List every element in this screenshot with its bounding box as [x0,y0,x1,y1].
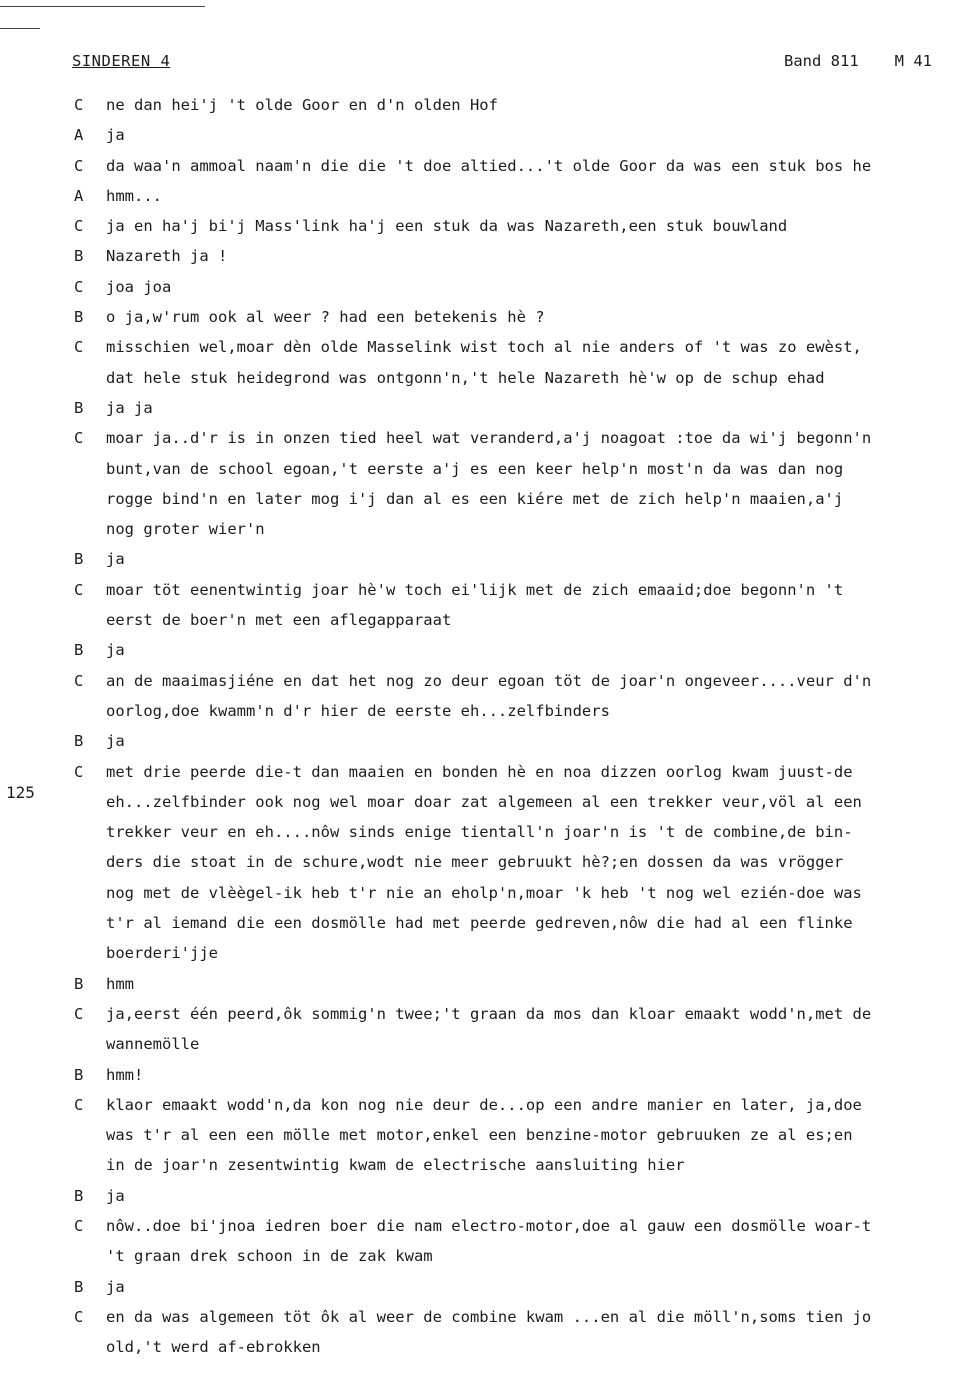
top-rule [0,6,205,7]
speaker-label: C [74,156,84,175]
text-line: trekker veur en eh....nôw sinds enige tientall'n joar'n is 't de combine,de bin- [106,823,853,842]
turn-text [106,332,973,393]
turn-text [106,999,973,1060]
speaker-label: A [74,126,84,145]
text-line: Nazareth ja ! [106,247,228,266]
transcript-turn [0,969,973,999]
turn-text [106,969,973,999]
text-line: old,'t werd af-ebrokken [106,1338,321,1357]
text-line: nog met de vlèègel-ik heb t'r nie an eholp'n,moar 'k heb 't nog wel ezién-doe was [106,883,862,902]
m-number: M 41 [894,52,932,70]
turn-text [106,272,973,302]
turn-text [106,393,973,423]
turn-text [106,726,973,756]
transcript-turn [0,1060,973,1090]
transcript-turn [0,181,973,211]
text-line: o ja,w'rum ook al weer ? had een betekenis hè ? [106,308,545,327]
text-line: ja [106,126,125,145]
speaker-label: B [74,308,84,327]
text-line: klaor emaakt wodd'n,da kon nog nie deur de...op een andre manier en later, ja,doe [106,1095,862,1114]
text-line: nog groter wier'n [106,520,265,539]
top-rule-short [0,28,40,29]
text-line: rogge bind'n en later mog i'j dan al es een kiére met de zich help'n maaien,a'j [106,489,844,508]
transcript-turn [0,151,973,181]
turn-text [106,211,973,241]
text-line: ja en ha'j bi'j Mass'link ha'j een stuk da was Nazareth,een stuk bouwland [106,217,788,236]
text-line: ne dan hei'j 't olde Goor en d'n olden Hof [106,96,498,114]
text-line: t'r al iemand die een dosmölle had met peerde gedreven,nôw die had al een flinke [106,914,853,933]
speaker-label: C [74,1095,84,1114]
transcript-turn [0,120,973,150]
turn-text [106,757,973,969]
text-line: eh...zelfbinder ook nog wel moar doar zat algemeen al een trekker veur,völ al een [106,792,862,811]
text-line: 't graan drek schoon in de zak kwam [106,1247,433,1266]
turn-text [106,181,973,211]
turn-text [106,1302,973,1363]
text-line: oorlog,doe kwamm'n d'r hier de eerste eh...zelfbinders [106,701,610,720]
text-line: moar töt eenentwintig joar hè'w toch ei'lijk met de zich emaaid;doe begonn'n 't [106,580,844,599]
text-line: moar ja..d'r is in onzen tied heel wat veranderd,a'j noagoat :toe da wi'j begonn'n [106,429,872,448]
turn-text [106,666,973,727]
speaker-label: C [74,277,84,296]
speaker-label: C [74,1004,84,1023]
speaker-label: C [74,580,84,599]
text-line: joa joa [106,277,172,296]
transcript-turn [0,272,973,302]
transcript-turn [0,241,973,271]
speaker-label: C [74,762,84,781]
speaker-label: C [74,671,84,690]
transcript-turn [0,757,973,969]
turn-text [106,575,973,636]
transcript-turn [0,332,973,393]
text-line: hmm... [106,186,162,205]
text-line: wannemölle [106,1035,200,1054]
turn-text [106,544,973,574]
band-number: Band 811 [784,52,859,70]
text-line: da waa'n ammoal naam'n die die 't doe altied...'t olde Goor da was een stuk bos he [106,156,872,175]
text-line: ja ja [106,398,153,417]
transcript [0,90,973,1362]
speaker-label: B [74,732,84,751]
turn-text [106,302,973,332]
turn-text [106,1272,973,1302]
text-line: bunt,van de school egoan,'t eerste a'j es een keer help'n most'n da was dan nog [106,459,844,478]
speaker-label: B [74,641,84,660]
transcript-turn [0,726,973,756]
text-line: boerderi'jje [106,944,218,963]
turn-text [106,423,973,544]
transcript-turn [0,635,973,665]
speaker-label: B [74,1277,84,1296]
text-line: ja,eerst één peerd,ôk sommig'n twee;'t graan da mos dan kloar emaakt wodd'n,met de [106,1004,872,1023]
transcript-turn [0,90,973,120]
speaker-label: C [74,217,84,236]
turn-text [106,1211,973,1272]
speaker-label: B [74,1065,84,1084]
turn-text [106,90,973,120]
text-line: an de maaimasjiéne en dat het nog zo deur egoan töt de joar'n ongeveer....veur d'n [106,671,872,690]
text-line: in de joar'n zesentwintig kwam de electrische aansluiting hier [106,1156,685,1175]
speaker-label: B [74,1186,84,1205]
text-line: ders die stoat in de schure,wodt nie meer gebruukt hè?;en dossen da was vrögger [106,853,844,872]
transcript-turn [0,1211,973,1272]
transcript-turn [0,1090,973,1181]
transcript-turn [0,544,973,574]
transcript-turn [0,666,973,727]
speaker-label: C [74,1307,84,1326]
transcript-turn [0,423,973,544]
transcript-turn [0,393,973,423]
text-line: misschien wel,moar dèn olde Masselink wist toch al nie anders of 't was zo ewèst, [106,338,862,357]
page-title: SINDEREN 4 [72,52,171,70]
speaker-label: A [74,186,84,205]
text-line: nôw..doe bi'jnoa iedren boer die nam electro-motor,doe al gauw een dosmölle woar-t [106,1216,872,1235]
page-reference [784,52,968,70]
transcript-turn [0,1272,973,1302]
turn-text [106,1060,973,1090]
turn-text [106,1090,973,1181]
text-line: ja [106,732,125,751]
speaker-label: C [74,338,84,357]
text-line: ja [106,1186,125,1205]
text-line: ja [106,550,125,569]
turn-text [106,635,973,665]
speaker-label: C [74,1216,84,1235]
speaker-label: B [74,247,84,266]
speaker-label: C [74,96,84,114]
turn-text [106,1181,973,1211]
text-line: en da was algemeen töt ôk al weer de combine kwam ...en al die möll'n,soms tien jo [106,1307,872,1326]
text-line: hmm! [106,1065,144,1084]
text-line: hmm [106,974,134,993]
speaker-label: C [74,429,84,448]
transcript-turn [0,1181,973,1211]
turn-text [106,241,973,271]
speaker-label: B [74,974,84,993]
transcript-turn [0,302,973,332]
margin-number: 125 [6,783,35,802]
text-line: ja [106,641,125,660]
turn-text [106,151,973,181]
text-line: eerst de boer'n met een aflegapparaat [106,611,452,630]
transcript-turn [0,211,973,241]
text-line: met drie peerde die-t dan maaien en bonden hè en noa dizzen oorlog kwam juust-de [106,762,853,781]
transcript-turn [0,999,973,1060]
transcript-turn [0,1302,973,1363]
text-line: dat hele stuk heidegrond was ontgonn'n,'t hele Nazareth hè'w op de schup ehad [106,368,825,387]
speaker-label: B [74,398,84,417]
transcript-turn [0,575,973,636]
text-line: was t'r al een een mölle met motor,enkel een benzine-motor gebruuken ze al es;en [106,1126,853,1145]
turn-text [106,120,973,150]
speaker-label: B [74,550,84,569]
text-line: ja [106,1277,125,1296]
